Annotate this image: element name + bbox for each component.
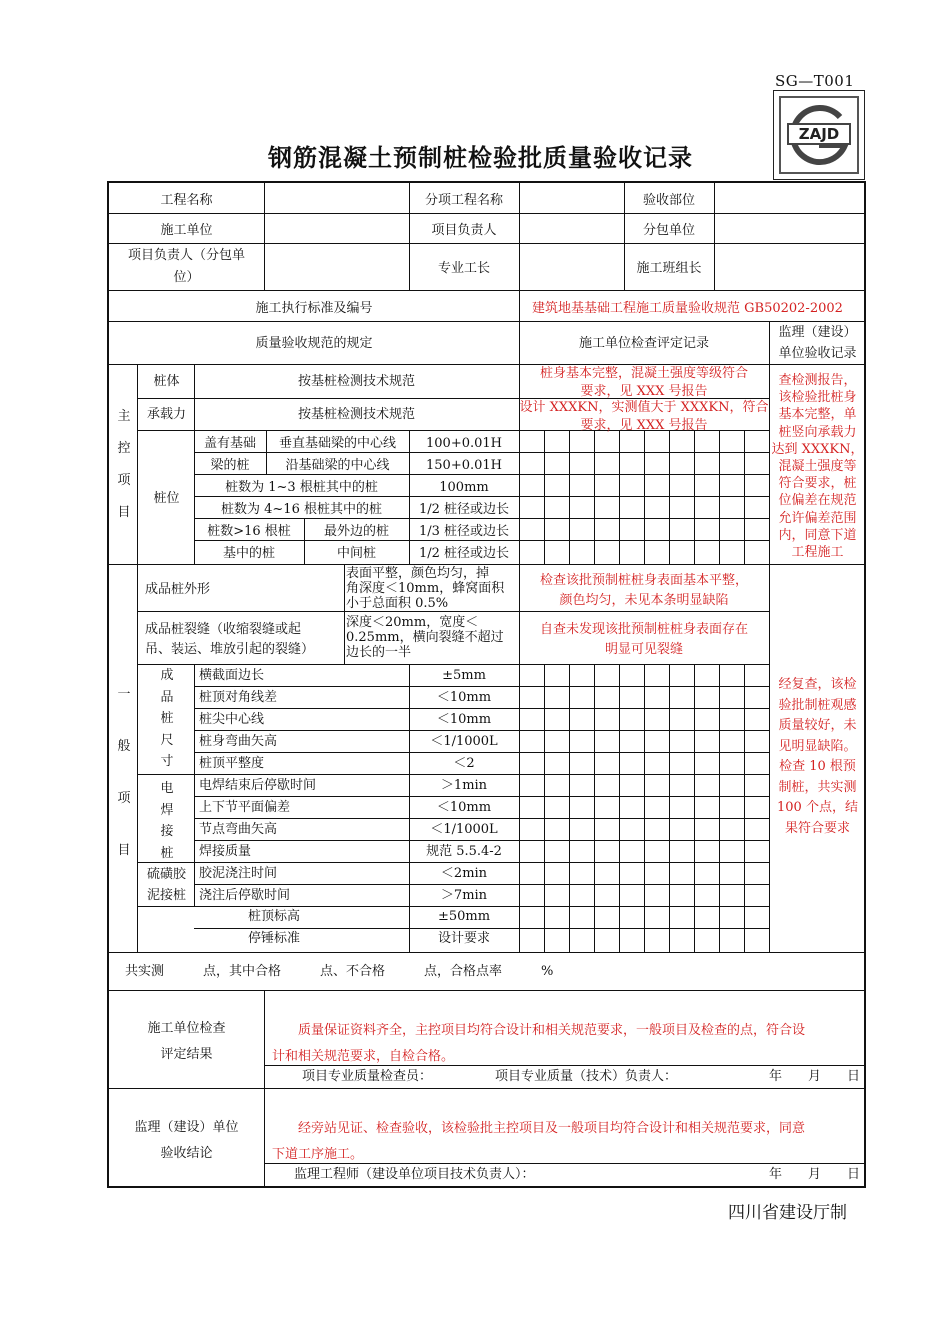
grid-line xyxy=(569,430,570,564)
grid-line xyxy=(137,906,194,907)
label-supervisor-engineer: 监理工程师（建设单位项目技术负责人）： xyxy=(294,1167,535,1182)
construction-date: 年 月 日 xyxy=(769,1069,861,1084)
grid-line xyxy=(744,430,745,564)
grid-line xyxy=(109,213,864,214)
grid-line xyxy=(194,818,769,819)
label-supervisor-result-2: 验收结论 xyxy=(160,1146,213,1161)
item-perp-center: 垂直基础梁的中心线 xyxy=(278,436,396,451)
item-edge-pile: 最外边的桩 xyxy=(323,524,389,539)
value-middle-pile: 1/2 桩径或边长 xyxy=(418,546,510,561)
label-supervisor-result: 监理（建设）单位 xyxy=(134,1120,239,1135)
spec-capacity: 按基桩检测技术规范 xyxy=(297,407,415,422)
logo-text: ZAJD xyxy=(798,125,840,143)
zajd-logo xyxy=(773,90,865,180)
label-construction-result-2: 评定结果 xyxy=(160,1047,213,1062)
value-edge-pile: 1/3 桩径或边长 xyxy=(418,524,510,539)
grid-line xyxy=(109,990,864,991)
sulfur-item-0: 胶泥浇注时间 xyxy=(199,866,278,881)
grid-line xyxy=(669,430,670,564)
grid-line xyxy=(569,664,570,952)
grid-line xyxy=(137,364,138,564)
logo-emblem-icon xyxy=(774,91,864,179)
value-piles-4-16: 1/2 桩径或边长 xyxy=(418,502,510,517)
supervisor-result-text: 经旁站见证、检查验收，该检验批主控项目及一般项目均符合设计和相关规范要求，同意 下道工序施工。 xyxy=(272,1121,806,1162)
item-crack-2: 吊、装运、堆放引起的裂缝） xyxy=(145,642,315,657)
grid-line xyxy=(594,664,595,952)
page-title: 钢筋混凝土预制桩检验批质量验收记录 xyxy=(268,144,693,172)
size-item-2: 桩尖中心线 xyxy=(199,712,265,727)
item-pile-position: 桩位 xyxy=(153,491,180,506)
grid-line xyxy=(194,496,519,497)
grid-line xyxy=(544,664,545,952)
item-crack: 成品桩裂缝（收缩裂缝或起 xyxy=(145,622,302,637)
grid-line xyxy=(544,430,545,564)
size-item-0: 横截面边长 xyxy=(199,668,265,683)
record-pile-body: 桩身基本完整，混凝土强度等级符合 要求，见 XXX 号报告 xyxy=(539,366,748,399)
group-main-control: 主 控 项 目 xyxy=(117,409,131,520)
size-value-1: ＜10mm xyxy=(436,690,492,705)
header-supervise-2: 单位验收记录 xyxy=(778,346,857,361)
label-cap-piles: 盖有基础 xyxy=(203,436,256,451)
grid-line xyxy=(194,708,769,709)
label-tech-leader: 项目专业质量（技术）负责人： xyxy=(495,1069,678,1084)
grid-line xyxy=(194,452,519,453)
summary-line: 共实测 点，其中合格 点、不合格 点，合格点率 % xyxy=(125,964,554,979)
item-hammer: 停锤标准 xyxy=(247,931,300,946)
supervise-general: 经复查，该检 验批制桩观感 质量较好，未 见明显缺陷。 检查 10 根预 制桩，共实测 100 个点，结 果符合要求 xyxy=(777,677,858,836)
supervise-main-control: 查检测报告， 该检验批桩身 基本完整，单 桩竖向承载力 达到 XXXKN， 混凝土强度等 符合要求，桩 位偏差在规范 允许偏差范围 内，同意下道 工程施工 xyxy=(771,373,864,561)
inspection-record-table xyxy=(107,181,866,1188)
item-middle-pile: 中间桩 xyxy=(336,546,376,561)
weld-item-3: 焊接质量 xyxy=(199,844,252,859)
grid-line xyxy=(719,430,720,564)
grid-line xyxy=(194,474,519,475)
spec-appearance: 表面平整，颜色均匀，掉 角深度＜10mm，蜂窝面积 小于总面积 0.5% xyxy=(346,566,505,611)
grid-line xyxy=(669,664,670,952)
size-value-0: ±5mm xyxy=(442,668,486,683)
spec-crack: 深度＜20mm，宽度＜ 0.25mm，横向裂缝不超过 边长的一半 xyxy=(346,615,504,660)
header-spec: 质量验收规范的规定 xyxy=(255,336,373,351)
label-piles-over-16-2: 基中的桩 xyxy=(222,546,275,561)
size-value-4: ＜2 xyxy=(453,756,475,771)
label-team-leader: 施工班组长 xyxy=(636,261,702,276)
sulfur-item-1: 浇注后停歇时间 xyxy=(199,888,291,903)
label-construction-unit: 施工单位 xyxy=(160,223,213,238)
group-pile-size: 成 品 桩 尺 寸 xyxy=(160,668,174,769)
label-sub-leader-2: 位） xyxy=(173,270,200,285)
size-value-3: ＜1/1000L xyxy=(430,734,498,749)
grid-line xyxy=(594,430,595,564)
weld-item-1: 上下节平面偏差 xyxy=(199,800,291,815)
item-piles-4-16: 桩数为 4~16 根桩其中的桩 xyxy=(221,502,382,517)
grid-line xyxy=(194,840,769,841)
grid-line xyxy=(719,664,720,952)
label-acceptance-part: 验收部位 xyxy=(642,193,695,208)
grid-line xyxy=(137,611,769,612)
grid-line xyxy=(194,906,769,907)
issuer-footer: 四川省建设厅制 xyxy=(728,1203,847,1223)
grid-line xyxy=(109,243,864,244)
grid-line xyxy=(109,290,864,291)
grid-line xyxy=(194,664,195,906)
grid-line xyxy=(137,774,194,775)
label-project-name: 工程名称 xyxy=(160,193,213,208)
group-general: 一 般 项 目 xyxy=(117,687,131,858)
grid-line xyxy=(264,183,265,290)
label-sulfur: 硫磺胶 xyxy=(146,867,186,882)
grid-line xyxy=(519,183,520,290)
grid-line xyxy=(744,664,745,952)
label-subcontract-unit: 分包单位 xyxy=(642,223,695,238)
value-hammer: 设计要求 xyxy=(437,931,490,946)
grid-line xyxy=(194,928,769,929)
item-elevation: 桩顶标高 xyxy=(247,909,300,924)
weld-value-1: ＜10mm xyxy=(436,800,492,815)
group-welding: 电 焊 接 桩 xyxy=(160,781,174,861)
grid-line xyxy=(109,564,864,565)
value-piles-1-3: 100mm xyxy=(439,480,489,495)
item-piles-1-3: 桩数为 1~3 根桩其中的桩 xyxy=(225,480,378,495)
sulfur-value-1: ＞7min xyxy=(440,888,488,903)
label-sub-project: 分项工程名称 xyxy=(424,193,503,208)
grid-line xyxy=(109,952,864,953)
size-item-3: 桩身弯曲矢高 xyxy=(199,734,278,749)
label-foreman: 专业工长 xyxy=(437,261,490,276)
item-pile-body: 桩体 xyxy=(153,374,180,389)
grid-line xyxy=(344,564,345,664)
record-crack: 自查未发现该批预制桩桩身表面存在 明显可见裂缝 xyxy=(539,622,748,657)
label-sub-leader: 项目负责人（分包单 xyxy=(127,248,245,263)
header-check: 施工单位检查评定记录 xyxy=(578,336,709,351)
grid-line xyxy=(714,183,715,290)
grid-line xyxy=(194,862,769,863)
size-item-4: 桩顶平整度 xyxy=(199,756,265,771)
grid-line xyxy=(694,664,695,952)
form-code: SG—T001 xyxy=(775,72,855,90)
grid-line xyxy=(109,1088,864,1089)
grid-line xyxy=(264,990,265,1188)
weld-item-2: 节点弯曲矢高 xyxy=(199,822,278,837)
weld-value-2: ＜1/1000L xyxy=(430,822,498,837)
label-construction-result: 施工单位检查 xyxy=(147,1021,226,1036)
construction-result-text: 质量保证资料齐全，主控项目均符合设计和相关规范要求，一般项目及检查的点，符合设 计和相关规范要求，自检合格。 xyxy=(272,1023,806,1064)
value-elevation: ±50mm xyxy=(437,909,491,924)
grid-line xyxy=(194,774,769,775)
grid-line xyxy=(194,540,519,541)
header-supervise: 监理（建设） xyxy=(778,325,857,340)
item-appearance: 成品桩外形 xyxy=(145,582,211,597)
grid-line xyxy=(194,686,769,687)
grid-line xyxy=(137,564,138,952)
grid-line xyxy=(644,430,645,564)
grid-line xyxy=(194,796,769,797)
grid-line xyxy=(519,290,520,321)
grid-line xyxy=(109,321,864,322)
sulfur-value-0: ＜2min xyxy=(440,866,488,881)
weld-value-0: ＞1min xyxy=(440,778,488,793)
grid-line xyxy=(194,730,769,731)
label-cap-piles-2: 梁的桩 xyxy=(210,458,250,473)
value-perp-center: 100+0.01H xyxy=(426,436,502,451)
size-value-2: ＜10mm xyxy=(436,712,492,727)
supervisor-date: 年 月 日 xyxy=(769,1167,861,1182)
label-quality-inspector: 项目专业质量检查员： xyxy=(302,1069,433,1084)
standard-value: 建筑地基基础工程施工质量验收规范 GB50202-2002 xyxy=(532,301,843,316)
label-project-leader: 项目负责人 xyxy=(431,223,497,238)
spec-pile-body: 按基桩检测技术规范 xyxy=(297,374,415,389)
grid-line xyxy=(694,430,695,564)
grid-line xyxy=(194,518,519,519)
grid-line xyxy=(619,430,620,564)
grid-line xyxy=(194,884,769,885)
weld-item-0: 电焊结束后停歇时间 xyxy=(199,778,317,793)
weld-value-3: 规范 5.5.4-2 xyxy=(426,844,502,859)
grid-line xyxy=(619,664,620,952)
value-along-center: 150+0.01H xyxy=(426,458,502,473)
record-capacity: 设计 XXXKN，实测值大于 XXXKN，符合 要求，见 XXX 号报告 xyxy=(519,400,769,433)
label-piles-over-16: 桩数>16 根桩 xyxy=(207,524,291,539)
grid-line xyxy=(194,752,769,753)
label-standard: 施工执行标准及编号 xyxy=(255,301,373,316)
grid-line xyxy=(194,664,769,665)
item-along-center: 沿基础梁的中心线 xyxy=(285,458,390,473)
size-item-1: 桩顶对角线差 xyxy=(199,690,278,705)
item-capacity: 承载力 xyxy=(146,407,186,422)
label-sulfur-2: 泥接桩 xyxy=(146,888,186,903)
record-appearance: 检查该批预制桩桩身表面基本平整， 颜色均匀，未见本条明显缺陷 xyxy=(539,573,748,608)
grid-line xyxy=(644,664,645,952)
